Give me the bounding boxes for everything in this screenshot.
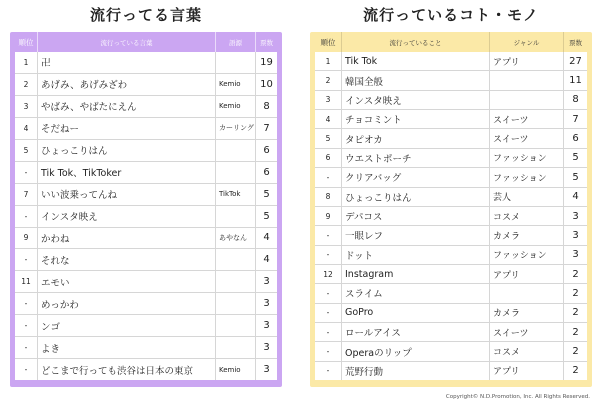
table-row bbox=[15, 140, 277, 162]
votes-cell: 4 bbox=[563, 188, 587, 206]
genre-cell: アプリ bbox=[489, 52, 563, 70]
votes-cell: 2 bbox=[563, 342, 587, 360]
genre-cell: スイーツ bbox=[489, 323, 563, 341]
rank-cell: - bbox=[24, 167, 28, 177]
table-row bbox=[315, 168, 587, 187]
rank-cell: 6 bbox=[325, 153, 331, 163]
note-cell: Kemio bbox=[215, 74, 255, 95]
votes-cell: 10 bbox=[255, 74, 277, 95]
name-cell: ンゴ bbox=[37, 315, 215, 336]
rank-cell: - bbox=[24, 343, 28, 353]
rank-cell: 3 bbox=[23, 101, 29, 111]
name-cell: デパコス bbox=[341, 207, 489, 225]
note-cell: Kemio bbox=[215, 359, 255, 380]
name-cell: タピオカ bbox=[341, 129, 489, 147]
rank-cell: - bbox=[326, 288, 330, 298]
rank-cell: 4 bbox=[325, 114, 331, 124]
table-row bbox=[15, 96, 277, 118]
rank-cell: - bbox=[326, 327, 330, 337]
votes-cell: 6 bbox=[255, 140, 277, 161]
table-row bbox=[15, 293, 277, 315]
table-row bbox=[315, 342, 587, 361]
rank-cell: 12 bbox=[323, 269, 333, 279]
votes-cell: 2 bbox=[563, 265, 587, 283]
votes-cell: 6 bbox=[255, 162, 277, 183]
votes-cell: 3 bbox=[255, 293, 277, 314]
name-cell: よき bbox=[37, 337, 215, 358]
name-cell: そだねー bbox=[37, 118, 215, 139]
name-cell: 韓国全般 bbox=[341, 71, 489, 89]
genre-cell: コスメ bbox=[489, 207, 563, 225]
table-row bbox=[15, 52, 277, 74]
note-cell bbox=[215, 293, 255, 314]
name-cell: スライム bbox=[341, 284, 489, 302]
name-cell: ロールアイス bbox=[341, 323, 489, 341]
table-row bbox=[315, 265, 587, 284]
rank-cell: 8 bbox=[325, 192, 331, 202]
rank-cell: - bbox=[326, 172, 330, 182]
rank-cell: - bbox=[326, 230, 330, 240]
name-cell: インスタ映え bbox=[37, 206, 215, 227]
table-row bbox=[315, 52, 587, 71]
table-row bbox=[15, 337, 277, 359]
left-header-note: 語源 bbox=[215, 32, 255, 52]
note-cell: TikTok bbox=[215, 184, 255, 205]
votes-cell: 3 bbox=[563, 246, 587, 264]
name-cell: Tik Tok bbox=[341, 52, 489, 70]
rank-cell: 3 bbox=[325, 95, 331, 105]
note-cell: あやなん bbox=[215, 228, 255, 249]
votes-cell: 3 bbox=[255, 315, 277, 336]
name-cell: GoPro bbox=[341, 304, 489, 322]
note-cell bbox=[215, 249, 255, 270]
left-table-body bbox=[15, 52, 277, 380]
votes-cell: 7 bbox=[255, 118, 277, 139]
rank-cell: 4 bbox=[23, 123, 29, 133]
table-row bbox=[315, 207, 587, 226]
genre-cell: スイーツ bbox=[489, 110, 563, 128]
name-cell: Operaのリップ bbox=[341, 342, 489, 360]
table-row bbox=[315, 91, 587, 110]
table-row bbox=[15, 359, 277, 380]
right-header-name: 流行っていること bbox=[341, 32, 489, 52]
votes-cell: 3 bbox=[255, 359, 277, 380]
rank-cell: 5 bbox=[23, 145, 29, 155]
table-row bbox=[315, 226, 587, 245]
left-header-votes: 票数 bbox=[255, 32, 277, 52]
votes-cell: 2 bbox=[563, 323, 587, 341]
votes-cell: 5 bbox=[255, 184, 277, 205]
rank-cell: - bbox=[24, 255, 28, 265]
table-row bbox=[315, 246, 587, 265]
left-table-header bbox=[15, 32, 277, 52]
rank-cell: 2 bbox=[325, 76, 331, 86]
rank-cell: 7 bbox=[23, 189, 29, 199]
votes-cell: 4 bbox=[255, 228, 277, 249]
left-panel-title: 流行ってる言葉 bbox=[89, 6, 202, 24]
table-row bbox=[15, 118, 277, 140]
copyright-notice: Copyright© N.D.Promotion, Inc. All Rights Reserved. bbox=[445, 394, 590, 400]
votes-cell: 6 bbox=[563, 129, 587, 147]
table-row bbox=[315, 110, 587, 129]
table-row bbox=[15, 315, 277, 337]
name-cell: チョコミント bbox=[341, 110, 489, 128]
votes-cell: 8 bbox=[563, 91, 587, 109]
rank-cell: - bbox=[326, 250, 330, 260]
votes-cell: 19 bbox=[255, 52, 277, 73]
genre-cell: ファッション bbox=[489, 168, 563, 186]
genre-cell: ファッション bbox=[489, 149, 563, 167]
name-cell: やばみ、やばたにえん bbox=[37, 96, 215, 117]
votes-cell: 27 bbox=[563, 52, 587, 70]
table-row bbox=[315, 129, 587, 148]
votes-cell: 3 bbox=[563, 207, 587, 225]
table-row bbox=[15, 228, 277, 250]
genre-cell: カメラ bbox=[489, 304, 563, 322]
genre-cell bbox=[489, 284, 563, 302]
name-cell: あげみ、あげみざわ bbox=[37, 74, 215, 95]
note-cell bbox=[215, 206, 255, 227]
name-cell: Tik Tok、TikToker bbox=[37, 162, 215, 183]
name-cell: それな bbox=[37, 249, 215, 270]
left-ranking-table bbox=[10, 32, 282, 387]
rank-cell: - bbox=[24, 365, 28, 375]
right-header-genre: ジャンル bbox=[489, 32, 563, 52]
note-cell: Kemio bbox=[215, 96, 255, 117]
left-header-name: 流行っている言葉 bbox=[37, 32, 215, 52]
votes-cell: 2 bbox=[563, 362, 587, 380]
note-cell bbox=[215, 140, 255, 161]
genre-cell: スイーツ bbox=[489, 129, 563, 147]
note-cell bbox=[215, 271, 255, 292]
name-cell: ウエストポーチ bbox=[341, 149, 489, 167]
right-table-header bbox=[315, 32, 587, 52]
rank-cell: 5 bbox=[325, 134, 331, 144]
table-row bbox=[315, 362, 587, 380]
name-cell: ドット bbox=[341, 246, 489, 264]
votes-cell: 5 bbox=[563, 149, 587, 167]
table-row bbox=[315, 323, 587, 342]
rank-cell: 1 bbox=[325, 56, 331, 66]
votes-cell: 5 bbox=[563, 168, 587, 186]
name-cell: どこまで行っても渋谷は日本の東京 bbox=[37, 359, 215, 380]
right-header-rank: 順位 bbox=[320, 37, 336, 47]
name-cell: かわね bbox=[37, 228, 215, 249]
left-header-rank: 順位 bbox=[18, 37, 34, 47]
right-header-votes: 票数 bbox=[563, 32, 587, 52]
genre-cell: 芸人 bbox=[489, 188, 563, 206]
rank-cell: 9 bbox=[325, 211, 331, 221]
table-row bbox=[15, 162, 277, 184]
genre-cell: アプリ bbox=[489, 362, 563, 380]
name-cell: 卍 bbox=[37, 52, 215, 73]
table-row bbox=[315, 304, 587, 323]
genre-cell: アプリ bbox=[489, 265, 563, 283]
name-cell: Instagram bbox=[341, 265, 489, 283]
votes-cell: 8 bbox=[255, 96, 277, 117]
genre-cell bbox=[489, 71, 563, 89]
name-cell: ひょっこりはん bbox=[37, 140, 215, 161]
note-cell bbox=[215, 337, 255, 358]
table-row bbox=[15, 271, 277, 293]
table-row bbox=[15, 184, 277, 206]
rank-cell: - bbox=[24, 211, 28, 221]
rank-cell: - bbox=[24, 321, 28, 331]
rank-cell: 9 bbox=[23, 233, 29, 243]
votes-cell: 3 bbox=[563, 226, 587, 244]
name-cell: 一眼レフ bbox=[341, 226, 489, 244]
name-cell: いい波乗ってんね bbox=[37, 184, 215, 205]
rank-cell: 11 bbox=[21, 277, 31, 287]
name-cell: 荒野行動 bbox=[341, 362, 489, 380]
name-cell: ひょっこりはん bbox=[341, 188, 489, 206]
table-row bbox=[315, 284, 587, 303]
right-ranking-table bbox=[310, 32, 592, 387]
rank-cell: - bbox=[326, 347, 330, 357]
note-cell bbox=[215, 162, 255, 183]
rank-cell: 1 bbox=[23, 57, 29, 67]
table-row bbox=[15, 249, 277, 271]
votes-cell: 5 bbox=[255, 206, 277, 227]
name-cell: クリアバッグ bbox=[341, 168, 489, 186]
rank-cell: 2 bbox=[23, 79, 29, 89]
table-row bbox=[315, 71, 587, 90]
votes-cell: 7 bbox=[563, 110, 587, 128]
right-panel-title: 流行っているコト・モノ bbox=[363, 6, 539, 24]
votes-cell: 3 bbox=[255, 271, 277, 292]
votes-cell: 11 bbox=[563, 71, 587, 89]
votes-cell: 2 bbox=[563, 284, 587, 302]
votes-cell: 3 bbox=[255, 337, 277, 358]
rank-cell: - bbox=[326, 366, 330, 376]
right-table-body bbox=[315, 52, 587, 380]
table-row bbox=[15, 206, 277, 228]
note-cell: カーリング bbox=[215, 118, 255, 139]
genre-cell: ファッション bbox=[489, 246, 563, 264]
votes-cell: 4 bbox=[255, 249, 277, 270]
table-row bbox=[315, 149, 587, 168]
votes-cell: 2 bbox=[563, 304, 587, 322]
table-row bbox=[315, 188, 587, 207]
name-cell: インスタ映え bbox=[341, 91, 489, 109]
genre-cell bbox=[489, 91, 563, 109]
name-cell: めっかわ bbox=[37, 293, 215, 314]
rank-cell: - bbox=[326, 308, 330, 318]
genre-cell: カメラ bbox=[489, 226, 563, 244]
genre-cell: コスメ bbox=[489, 342, 563, 360]
note-cell bbox=[215, 315, 255, 336]
note-cell bbox=[215, 52, 255, 73]
name-cell: エモい bbox=[37, 271, 215, 292]
table-row bbox=[15, 74, 277, 96]
rank-cell: - bbox=[24, 299, 28, 309]
